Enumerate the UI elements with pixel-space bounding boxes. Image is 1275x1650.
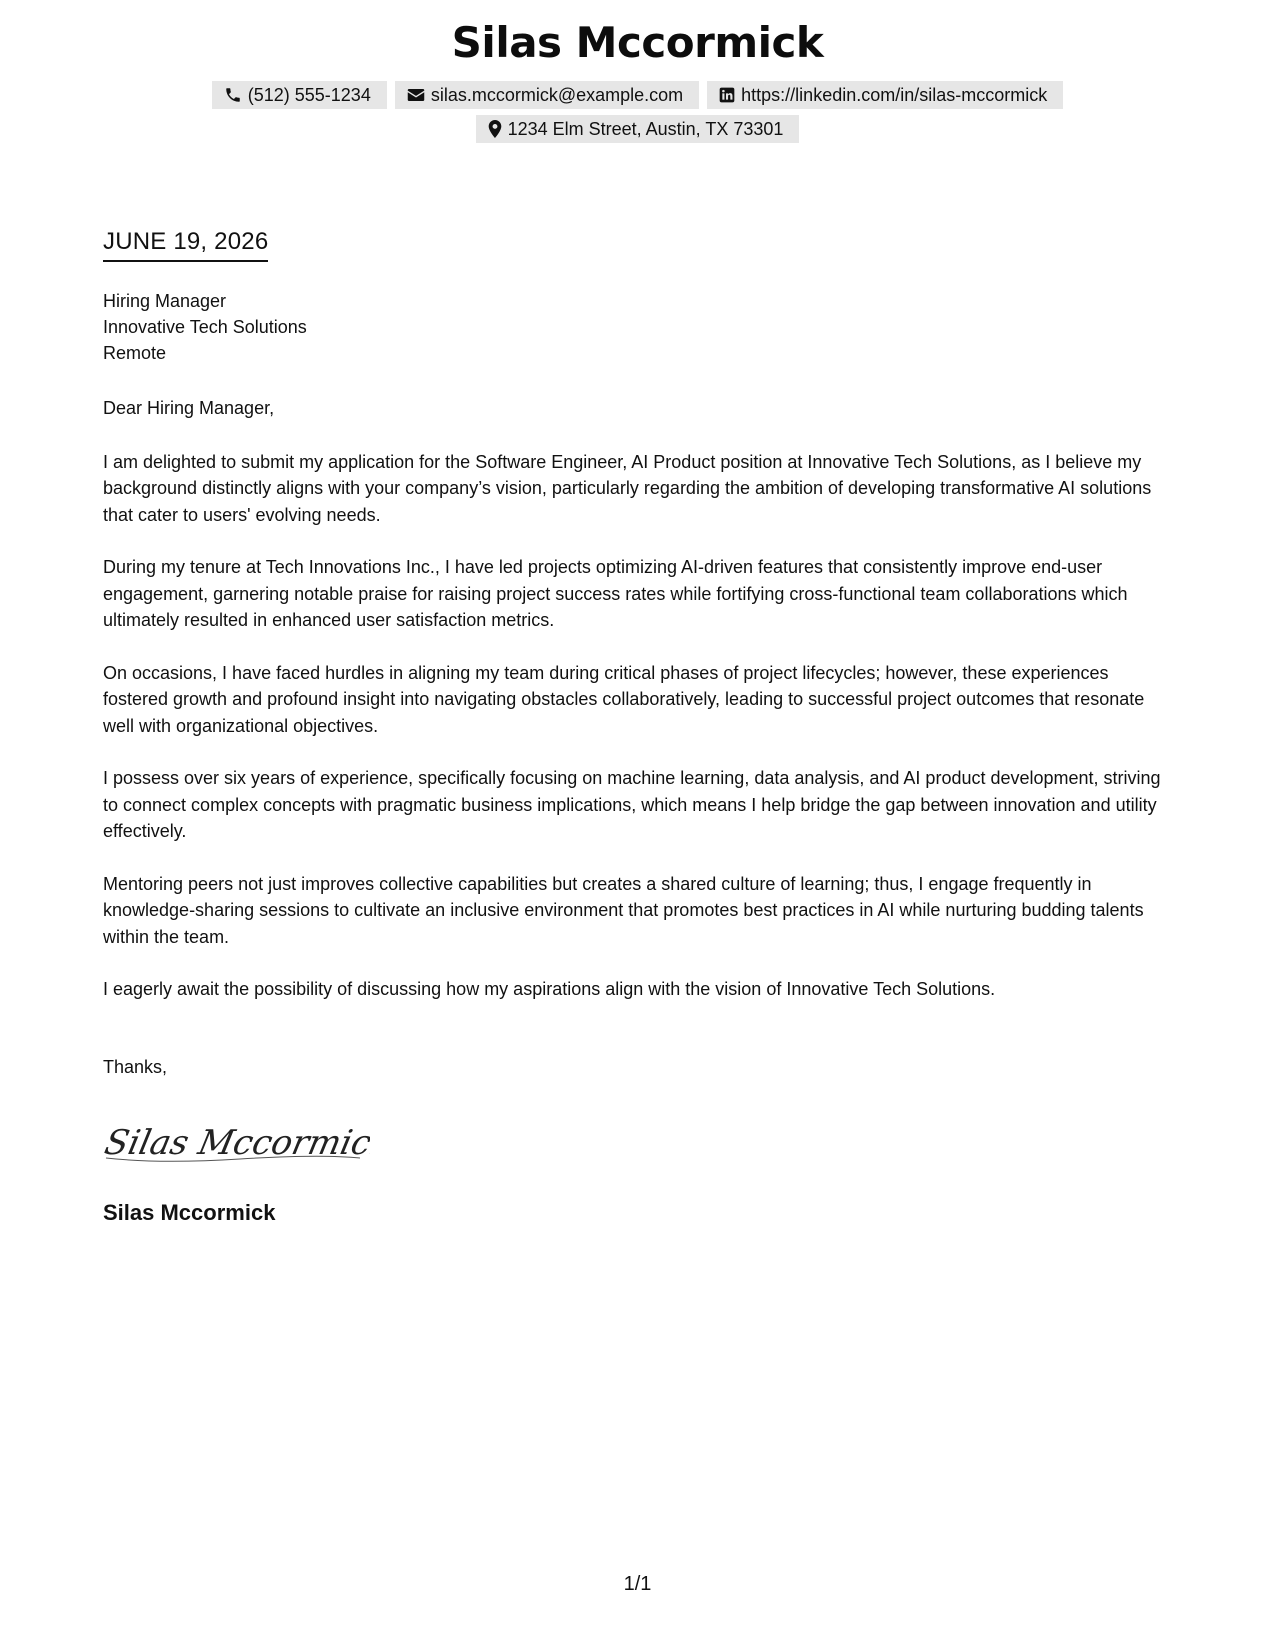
recipient-company: Innovative Tech Solutions (103, 317, 307, 337)
page-number: 1/1 (623, 1573, 652, 1595)
envelope-icon (407, 87, 425, 103)
email-address: silas.mccormick@example.com (430, 84, 684, 105)
applicant-name-heading: Silas Mccormick (451, 18, 824, 67)
body-paragraph: On occasions, I have faced hurdles in aligning my team during critical phases of project lifecycles; however, these experiences fostered growth and profound insight into navigating obstacles collaboratively, leading to successful project outcomes that resonate well with organizational objectives. (103, 662, 1145, 736)
handwritten-signature (100, 1112, 370, 1177)
contact-row-primary (0, 81, 1275, 109)
phone-chip[interactable] (212, 81, 387, 109)
phone-icon (224, 86, 242, 104)
closing-line: Thanks, (103, 1057, 168, 1077)
salutation: Dear Hiring Manager, (103, 398, 275, 418)
street-address: 1234 Elm Street, Austin, TX 73301 (507, 118, 784, 139)
address-chip[interactable] (476, 115, 800, 143)
linkedin-icon (719, 87, 735, 103)
email-chip[interactable] (395, 81, 699, 109)
recipient-title: Hiring Manager (103, 291, 227, 311)
body-paragraph: I eagerly await the possibility of discussing how my aspirations align with the vision of Innovative Tech Solutions. (103, 979, 996, 999)
phone-number: (512) 555-1234 (247, 84, 371, 105)
body-paragraph: Mentoring peers not just improves collective capabilities but creates a shared culture of learning; thus, I engage frequently in knowledge-sharing sessions to cultivate an inclusive environment that promotes best practices in AI while nurturing budding talents within the team. (103, 873, 1144, 947)
letter-body (103, 395, 1178, 1029)
linkedin-url: https://linkedin.com/in/silas-mccormick (741, 84, 1048, 105)
contact-row-secondary (0, 115, 1275, 143)
signature-printed-name: Silas Mccormick (103, 1200, 276, 1225)
body-paragraph: During my tenure at Tech Innovations Inc., I have led projects optimizing AI-driven features that consistently improve end-user engagement, garnering notable praise for raising project success rates while fortifying cross-functional team collaborations which ultimately resulted in enhanced user satisfaction metrics. (103, 557, 1128, 630)
body-paragraph: I am delighted to submit my application for the Software Engineer, AI Product position at Innovative Tech Solutions, as I believe my background distinctly aligns with your company’s vision, particularly regarding the ambition of developing transformative AI solutions that cater to users' evolving needs. (103, 451, 1152, 525)
recipient-location: Remote (103, 343, 167, 363)
svg-text:Silas Mccormick: Silas Mccormick (101, 1123, 370, 1163)
linkedin-chip[interactable] (707, 81, 1063, 109)
body-paragraph: I possess over six years of experience, specifically focusing on machine learning, data analysis, and AI product development, striving to connect complex concepts with pragmatic business implications, which means I help bridge the gap between innovation and utility effectively. (103, 768, 1161, 841)
recipient-block (103, 288, 307, 366)
letter-date: JUNE 19, 2026 (103, 228, 268, 262)
map-marker-icon (488, 120, 502, 138)
